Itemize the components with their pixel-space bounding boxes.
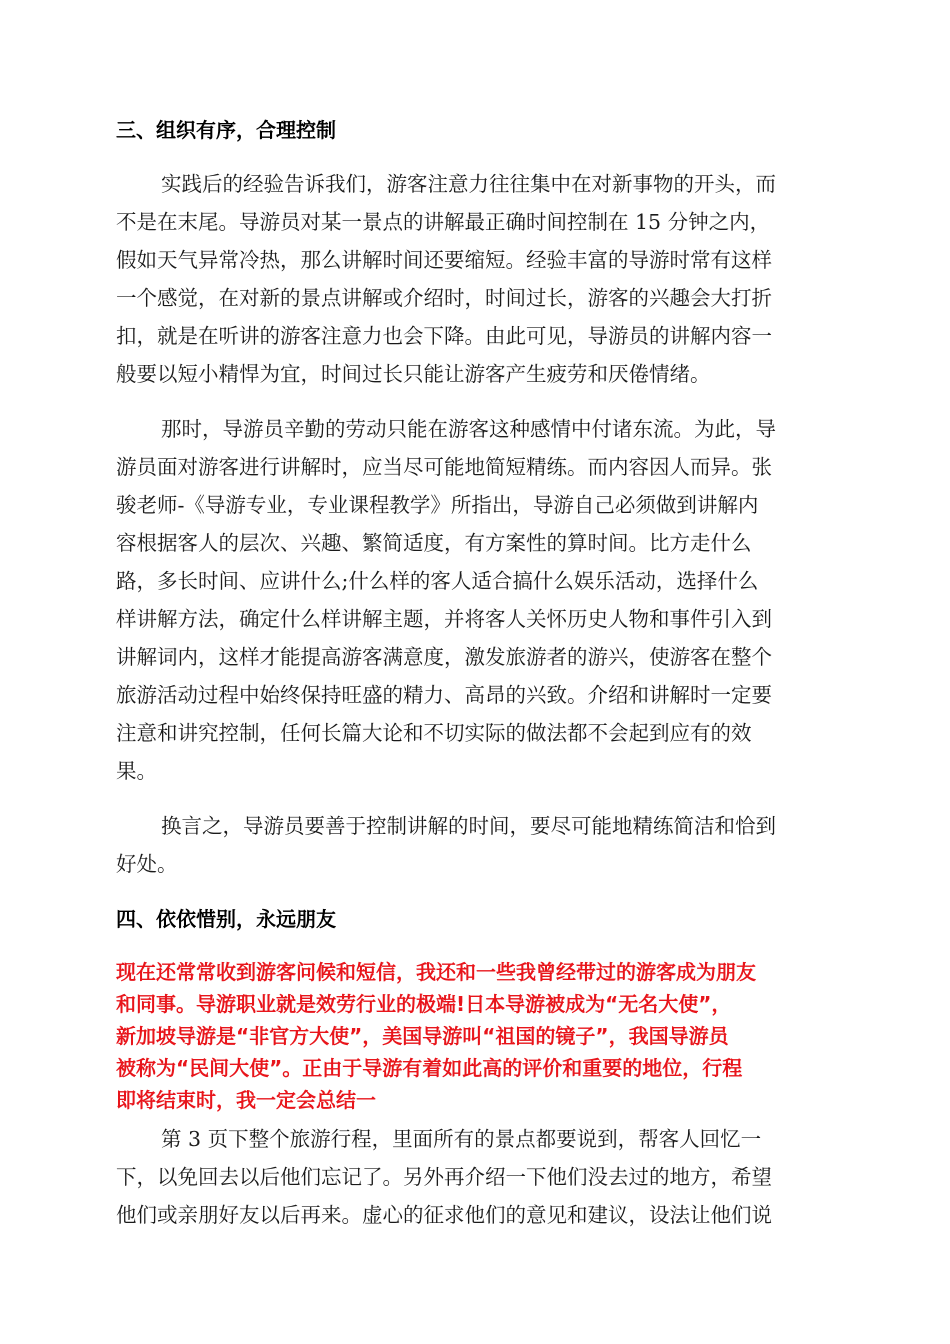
paragraph-line: 下，以免回去以后他们忘记了。另外再介绍一下他们没去过的地方，希望 [116,1165,772,1189]
paragraph-line: 旅游活动过程中始终保持旺盛的精力、高昂的兴致。介绍和讲解时一定要 [116,683,772,707]
paragraph-line: 第 3 页下整个旅游行程，里面所有的景点都要说到，帮客人回忆一 [161,1127,762,1151]
section-3-heading: 三、组织有序，合理控制 [116,118,336,142]
highlighted-line: 即将结束时，我一定会总结一 [116,1088,376,1112]
paragraph-line: 骏老师-《导游专业，专业课程教学》所指出，导游自己必须做到讲解内 [116,493,759,517]
paragraph-line: 他们或亲朋好友以后再来。虚心的征求他们的意见和建议，设法让他们说 [116,1203,772,1227]
paragraph-line: 扣，就是在听讲的游客注意力也会下降。由此可见，导游员的讲解内容一 [116,324,772,348]
paragraph-line: 注意和讲究控制，任何长篇大论和不切实际的做法都不会起到应有的效 [116,721,752,745]
paragraph-line: 容根据客人的层次、兴趣、繁简适度，有方案性的算时间。比方走什么 [116,531,752,555]
paragraph-line: 讲解词内，这样才能提高游客满意度，激发旅游者的游兴，使游客在整个 [116,645,772,669]
paragraph-line: 般要以短小精悍为宜，时间过长只能让游客产生疲劳和厌倦情绪。 [116,362,711,386]
paragraph-line: 好处。 [116,852,178,876]
highlighted-line: 和同事。导游职业就是效劳行业的极端!日本导游被成为“无名大使”， [116,992,732,1016]
paragraph-line: 那时，导游员辛勤的劳动只能在游客这种感情中付诸东流。为此，导 [161,417,776,441]
paragraph-line: 样讲解方法，确定什么样讲解主题，并将客人关怀历史人物和事件引入到 [116,607,772,631]
highlighted-line: 新加坡导游是“非官方大使”，美国导游叫“祖国的镜子”，我国导游员 [116,1024,729,1048]
paragraph-line: 换言之，导游员要善于控制讲解的时间，要尽可能地精练简洁和恰到 [161,814,776,838]
paragraph-line: 不是在末尾。导游员对某一景点的讲解最正确时间控制在 15 分钟之内， [116,210,771,234]
section-4-heading: 四、依依惜别，永远朋友 [116,907,336,931]
paragraph-line: 果。 [116,759,157,783]
highlighted-line: 现在还常常收到游客问候和短信，我还和一些我曾经带过的游客成为朋友 [116,960,756,984]
paragraph-line: 实践后的经验告诉我们，游客注意力往往集中在对新事物的开头，而 [161,172,776,196]
paragraph-line: 路，多长时间、应讲什么;什么样的客人适合搞什么娱乐活动，选择什么 [116,569,759,593]
paragraph-line: 游员面对游客进行讲解时，应当尽可能地简短精练。而内容因人而异。张 [116,455,772,479]
highlighted-line: 被称为“民间大使”。正由于导游有着如此高的评价和重要的地位，行程 [116,1056,743,1080]
paragraph-line: 假如天气异常冷热，那么讲解时间还要缩短。经验丰富的导游时常有这样 [116,248,772,272]
paragraph-line: 一个感觉，在对新的景点讲解或介绍时，时间过长，游客的兴趣会大打折 [116,286,772,310]
